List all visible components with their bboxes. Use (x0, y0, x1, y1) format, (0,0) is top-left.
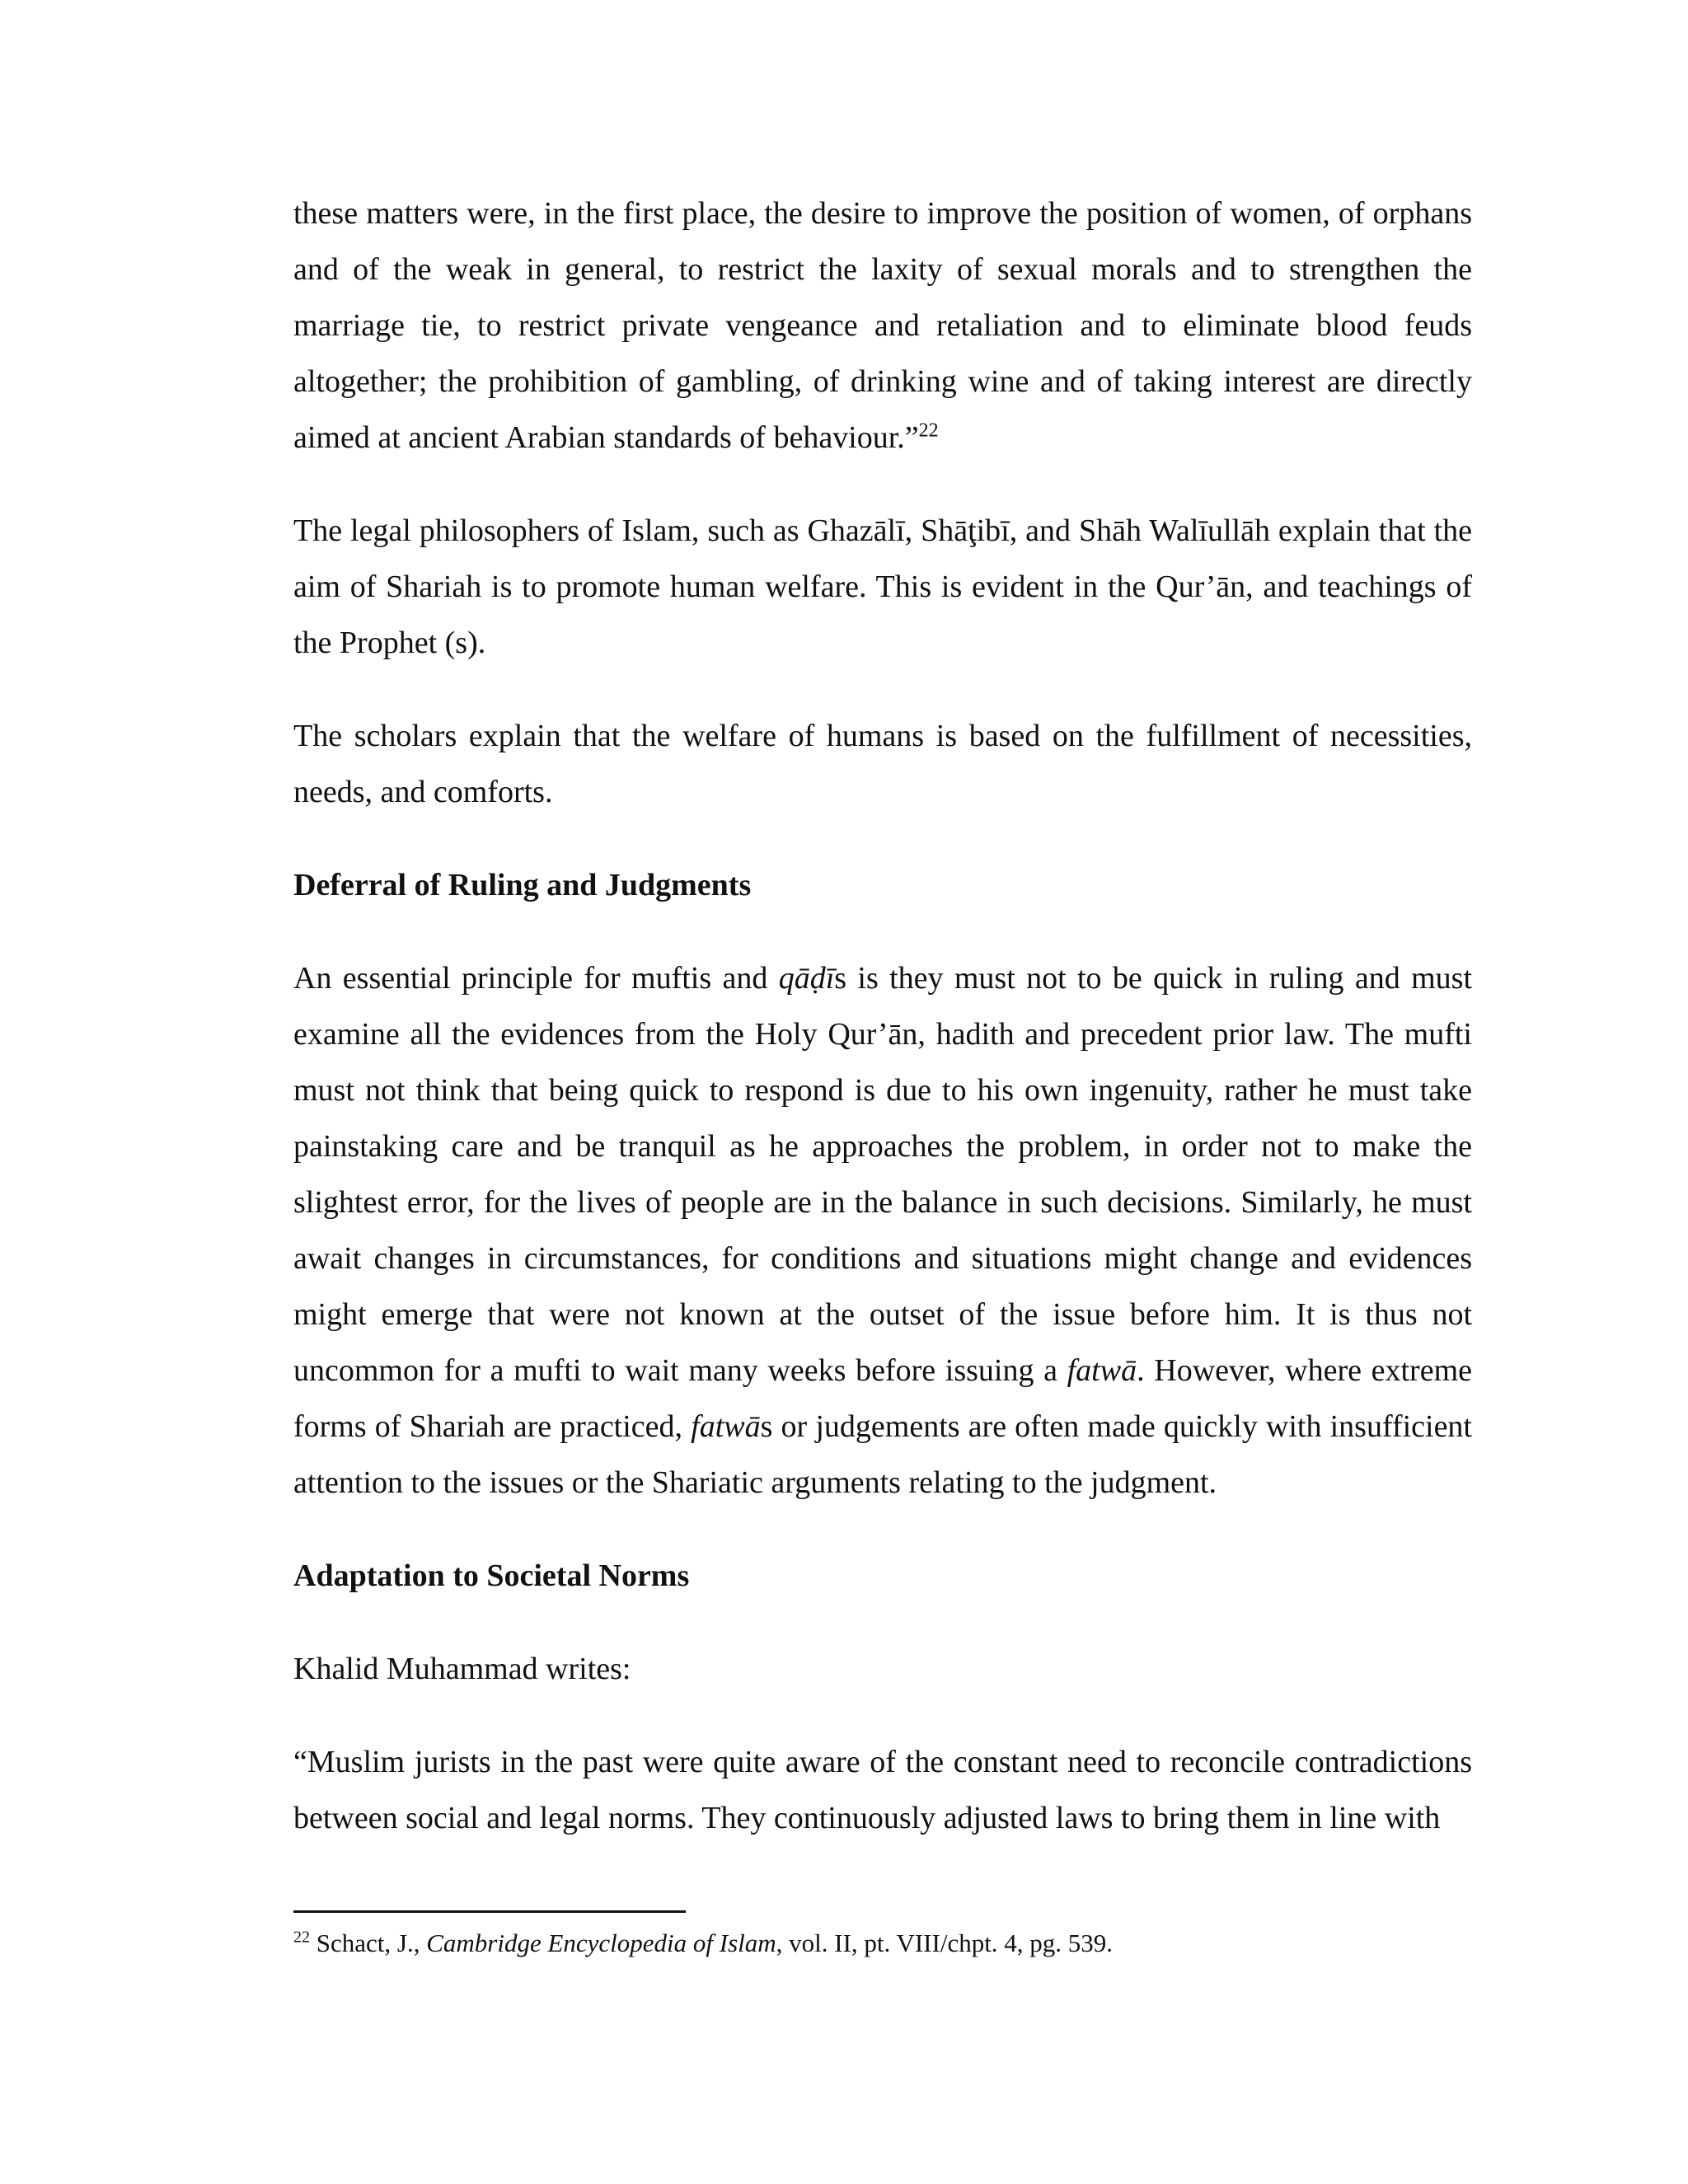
paragraph-khalid-quote: “Muslim jurists in the past were quite aware of the constant need to reconcile contradictions between social and legal norms. They continuously adjusted laws to bring them in line with (293, 1745, 1472, 1835)
text-run: . However, where extreme forms of Shariah are practiced, (293, 1353, 1472, 1444)
paragraph-deferral (293, 950, 1472, 1511)
footnote-separator (293, 1910, 686, 1913)
footnote (293, 1925, 1472, 1961)
section-heading-deferral: Deferral of Ruling and Judgments (293, 868, 752, 902)
paragraph-legal-philosophers: The legal philosophers of Islam, such as Ghazālī, Shāţibī, and Shāh Walīullāh explain that the aim of Shariah is to promote human welfare. This is evident in the Qur’ān, and teachings of the Prophet (s). (293, 513, 1472, 660)
text-run: s is they must not to be quick in ruling and must examine all the evidences from the Holy Qur’ān, hadith and precedent prior law. The mufti must not think that being quick to respond is due to his own ingenuity, rather he must take painstaking care and be tranquil as he approaches the problem, in order not to make the slightest error, for the lives of people are in the balance in such decisions. Similarly, he must await changes in circumstances, for conditions and situations might change and evidences might emerge that were not known at the outset of the issue before him. It is thus not uncommon for a mufti to wait many weeks before issuing a (293, 961, 1472, 1388)
paragraph-welfare: The scholars explain that the welfare of humans is based on the fulfillment of necessities, needs, and comforts. (293, 719, 1472, 809)
footnote-reference[interactable]: 22 (918, 419, 939, 442)
section-heading-adaptation: Adaptation to Societal Norms (293, 1558, 690, 1593)
footnote-author: Schact, J., (310, 1929, 427, 1957)
text-run: s or judgements are often made quickly with insufficient attention to the issues or the Shariatic arguments relating to the judgment. (293, 1409, 1472, 1500)
paragraph-schacht-quote-end (293, 185, 1472, 466)
footnote-title: Cambridge Encyclopedia of Islam (426, 1929, 776, 1957)
paragraph-khalid-intro: Khalid Muhammad writes: (293, 1652, 631, 1686)
page-body (293, 185, 1472, 1846)
italic-term-qadi: qāḍī (778, 961, 835, 996)
text-run: An essential principle for muftis and (293, 961, 779, 996)
footnote-number: 22 (293, 1928, 310, 1947)
italic-term-fatwa: fatwā (691, 1409, 761, 1444)
footnote-details: , vol. II, pt. VIII/chpt. 4, pg. 539. (776, 1929, 1114, 1957)
paragraph-text: these matters were, in the first place, the desire to improve the position of women, of orphans and of the weak in general, to restrict the laxity of sexual morals and to strengthen the marriage tie, to restrict private vengeance and retaliation and to eliminate blood feuds altogether; the prohibition of gambling, of drinking wine and of taking interest are directly aimed at ancient Arabian standards of behaviour.” (293, 196, 1472, 455)
italic-term-fatwa: fatwā (1067, 1353, 1137, 1388)
